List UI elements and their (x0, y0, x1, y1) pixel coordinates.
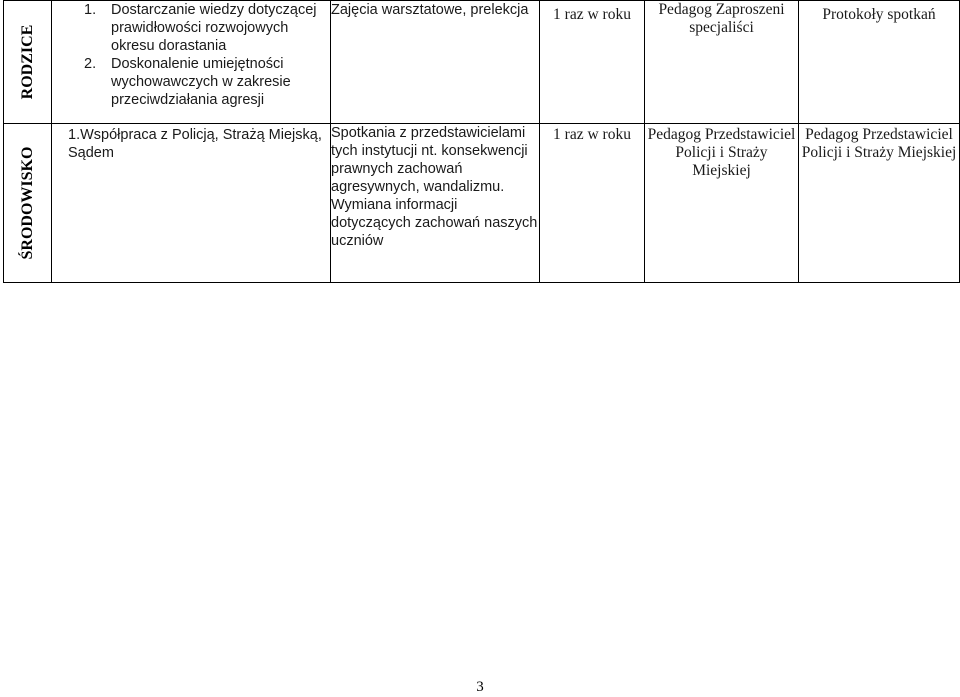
list-item-text: Doskonalenie umiejętności wychowawczych w zakresie przeciwdziałania agresji (111, 56, 291, 108)
evidence-cell-community (799, 124, 960, 283)
plan-table (3, 0, 960, 283)
forms-cell-parents (331, 1, 540, 124)
group-label-parents: RODZICE (18, 24, 36, 100)
list-item-number: 1. (84, 2, 97, 18)
responsible-cell-parents (645, 1, 799, 124)
evidence-text: Protokoły spotkań (822, 6, 936, 23)
goals-cell-parents (52, 1, 331, 124)
goal-text: 1.Współpraca z Policją, Strażą Miejską, Sądem (68, 127, 322, 161)
list-item-text: Dostarczanie wiedzy dotyczącej prawidłowości rozwojowych okresu dorastania (111, 2, 317, 54)
list-item-number: 2. (84, 56, 97, 72)
list-item (52, 55, 330, 109)
goals-list-parents (52, 1, 330, 109)
forms-cell-community (331, 124, 540, 283)
responsible-text: Pedagog Zaproszeni specjaliści (658, 1, 785, 36)
group-label-community: ŚRODOWISKO (18, 146, 36, 260)
responsible-cell-community (645, 124, 799, 283)
evidence-cell-parents (799, 1, 960, 124)
responsible-text: Pedagog Przedstawiciel Policji i Straży Miejskiej (647, 126, 796, 179)
frequency-cell-community (540, 124, 645, 283)
page-number: 3 (476, 679, 484, 695)
evidence-text: Pedagog Przedstawiciel Policji i Straży Miejskiej (801, 126, 957, 161)
table-row-parents (4, 1, 960, 124)
forms-text: Spotkania z przedstawicielami tych instytucji nt. konsekwencji prawnych zachowań agresywnych, wandalizmu. Wymiana informacji dotyczących zachowań naszych uczniów (331, 125, 538, 249)
table-row-community (4, 124, 960, 283)
frequency-text: 1 raz w roku (553, 126, 631, 143)
frequency-cell-parents (540, 1, 645, 124)
forms-text: Zajęcia warsztatowe, prelekcja (331, 2, 529, 18)
frequency-text: 1 raz w roku (553, 6, 631, 23)
list-item (52, 1, 330, 55)
goals-cell-community (52, 124, 331, 283)
group-cell-community (4, 124, 52, 283)
group-cell-parents (4, 1, 52, 124)
